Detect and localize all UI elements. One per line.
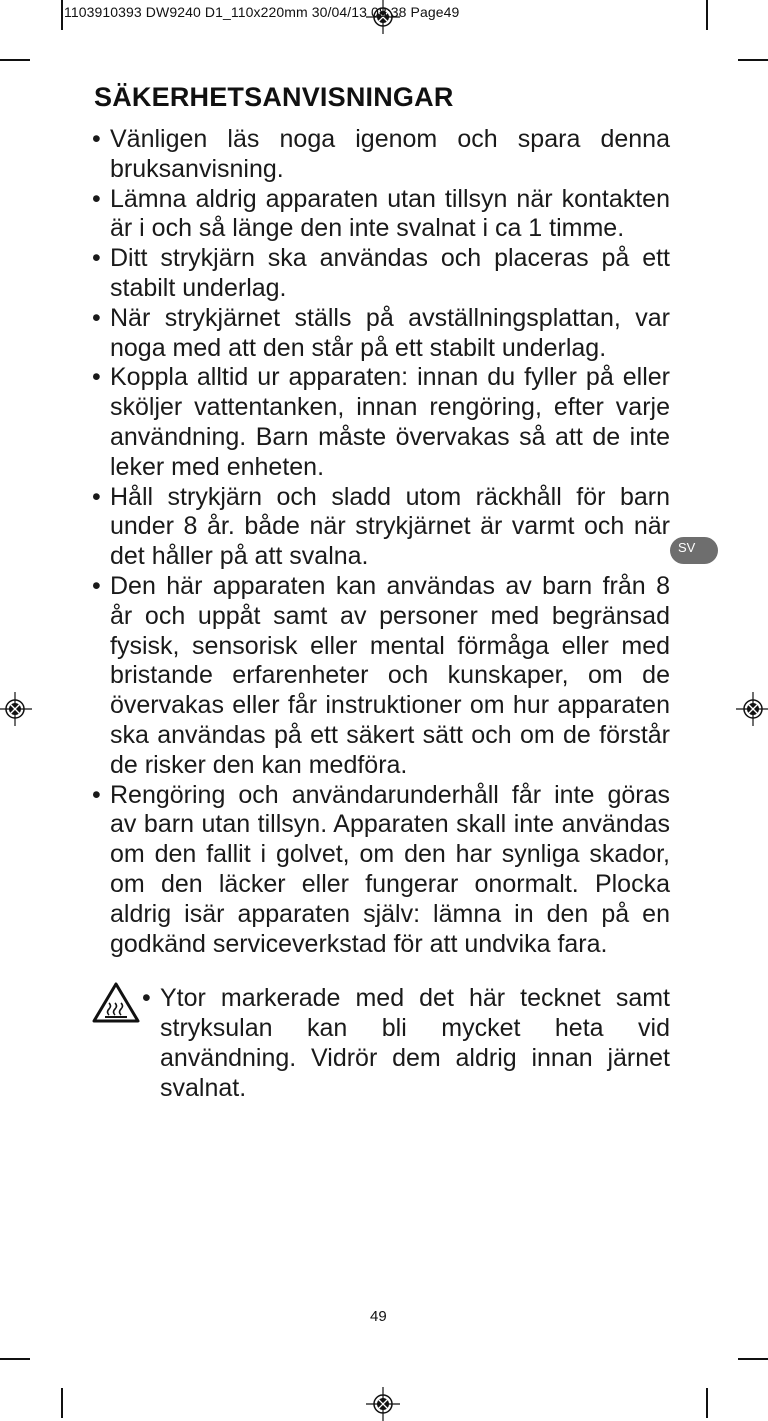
list-item-text: Håll strykjärn och sladd utom räckhåll för barn under 8 år. både när strykjärnet är varmt och när det håller på att svalna. <box>110 482 670 571</box>
page-number: 49 <box>370 1308 387 1325</box>
list-item <box>92 185 670 245</box>
list-item <box>92 483 670 572</box>
crop-mark <box>706 1388 708 1418</box>
bullet-marker: • <box>92 363 101 392</box>
crop-mark <box>0 59 30 61</box>
bullet-marker: • <box>92 303 101 332</box>
page-title: SÄKERHETSANVISNINGAR <box>94 82 454 112</box>
list-item <box>92 244 670 304</box>
list-item-text: Vänligen läs noga igenom och spara denna bruksanvisning. <box>110 125 670 183</box>
crop-mark <box>61 1388 63 1418</box>
safety-instructions-list <box>92 125 670 1102</box>
crop-mark <box>738 1358 768 1360</box>
warning-text <box>142 984 670 1103</box>
list-item <box>92 304 670 364</box>
bullet-marker: • <box>92 571 101 600</box>
bullet-marker: • <box>92 780 101 809</box>
list-item <box>92 125 670 185</box>
bullet-marker: • <box>92 244 101 273</box>
list-item <box>92 572 670 781</box>
print-slug: 1103910393 DW9240 D1_110x220mm 30/04/13 08:38 Page49 <box>64 4 460 20</box>
list-item-text: Lämna aldrig apparaten utan tillsyn när kontakten är i och så länge den inte svalnat i ca 1 timme. <box>110 184 670 243</box>
registration-mark-icon <box>0 692 32 726</box>
language-tab: SV <box>670 537 718 564</box>
registration-mark-icon <box>366 1387 400 1421</box>
hot-surface-warning-icon <box>92 981 140 1023</box>
list-item-text: Den här apparaten kan användas av barn från 8 år och uppåt samt av personer med begränsad fysisk, sensorisk eller mental förmåga eller med bristande erfarenheter och kunskaper, om de övervakas eller får instruktioner om hur apparaten ska användas på ett säkert sätt och om de förstår de risker den kan medföra. <box>110 571 670 779</box>
crop-mark <box>738 59 768 61</box>
bullet-marker: • <box>92 482 101 511</box>
warning-text-content: Ytor markerade med det här tecknet samt stryksulan kan bli mycket heta vid användning. Vidrör dem aldrig innan järnet svalnat. <box>160 984 670 1102</box>
list-item-text: Rengöring och användarunderhåll får inte göras av barn utan tillsyn. Apparaten skall inte användas om den fallit i golvet, om den har synliga skador, om den läcker eller fungerar onormalt. Plocka aldrig isär apparaten själv: lämna in den på en godkänd serviceverkstad för att undvika fara. <box>110 780 670 958</box>
crop-mark <box>706 0 708 30</box>
bullet-marker: • <box>92 125 101 153</box>
hot-surface-warning <box>92 959 670 1102</box>
crop-mark <box>61 0 63 30</box>
bullet-marker: • <box>142 984 151 1013</box>
bullet-marker: • <box>92 184 101 213</box>
registration-mark-icon <box>736 692 768 726</box>
list-item <box>92 781 670 960</box>
crop-mark <box>0 1358 30 1360</box>
list-item-text: När strykjärnet ställs på avställningsplattan, var noga med att den står på ett stabilt underlag. <box>110 303 670 362</box>
list-item-text: Ditt strykjärn ska användas och placeras på ett stabilt underlag. <box>110 244 670 302</box>
list-item <box>92 363 670 482</box>
list-item-text: Koppla alltid ur apparaten: innan du fyller på eller sköljer vattentanken, innan rengöring, efter varje användning. Barn måste övervakas så att de inte leker med enheten. <box>110 363 670 481</box>
